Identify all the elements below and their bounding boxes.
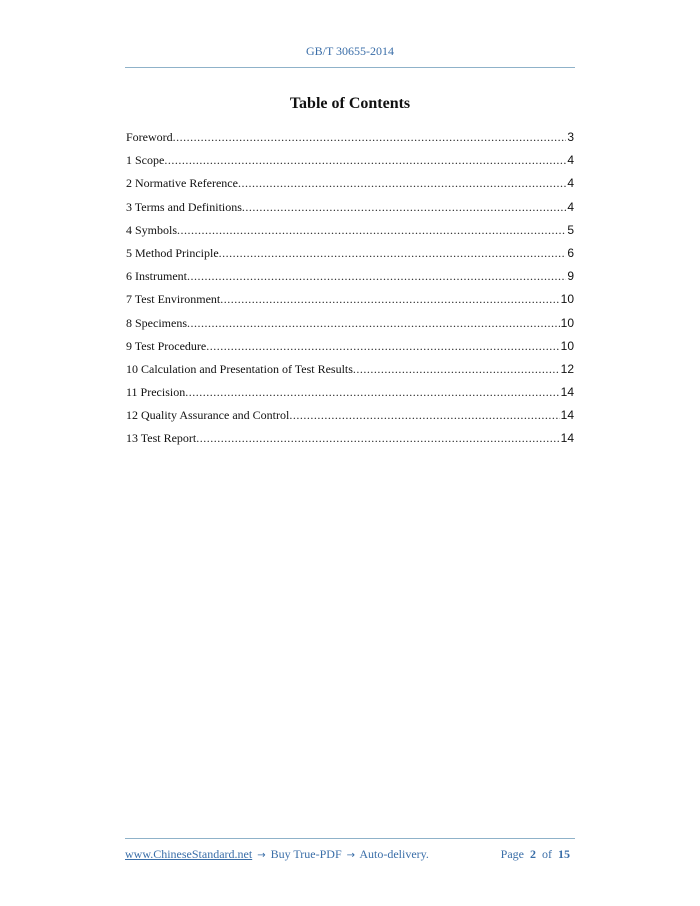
- toc-entry-label: 11 Precision: [126, 385, 186, 400]
- toc-list: [126, 126, 574, 451]
- footer-divider: [125, 838, 575, 839]
- toc-entry-page: 10: [560, 292, 574, 307]
- of-label: of: [542, 847, 552, 861]
- toc-entry-label: 8 Specimens: [126, 315, 187, 330]
- page-label: Page: [500, 847, 524, 861]
- toc-entry[interactable]: [126, 265, 574, 288]
- toc-dot-leader: [164, 149, 566, 172]
- toc-entry-label: Foreword: [126, 130, 173, 144]
- toc-entry[interactable]: [126, 427, 574, 450]
- toc-dot-leader: [289, 404, 559, 427]
- page-header-code: GB/T 30655-2014: [305, 44, 395, 58]
- toc-dot-leader: [196, 427, 559, 450]
- toc-entry[interactable]: [126, 172, 574, 195]
- toc-dot-leader: [173, 126, 567, 149]
- toc-entry-page: 3: [567, 130, 574, 144]
- toc-entry-label: 5 Method Principle: [126, 245, 219, 260]
- toc-entry-label: 13 Test Report: [126, 431, 197, 446]
- toc-dot-leader: [187, 265, 566, 288]
- toc-entry[interactable]: [126, 196, 574, 219]
- toc-title: Table of Contents: [289, 95, 411, 112]
- arrow-right-icon: →: [346, 850, 356, 861]
- toc-dot-leader: [219, 242, 567, 265]
- toc-dot-leader: [353, 358, 560, 381]
- buy-pdf-text: Buy True-PDF: [270, 847, 342, 861]
- toc-dot-leader: [220, 288, 559, 311]
- page-number: [501, 847, 570, 862]
- toc-entry-label: 4 Symbols: [126, 222, 178, 237]
- toc-entry[interactable]: [126, 219, 574, 242]
- toc-entry-page: 14: [560, 431, 574, 446]
- toc-entry-label: 10 Calculation and Presentation of Test Results: [126, 361, 353, 376]
- toc-dot-leader: [177, 219, 566, 242]
- toc-entry-page: 4: [567, 199, 574, 214]
- toc-entry[interactable]: [126, 358, 574, 381]
- toc-entry[interactable]: [126, 288, 574, 311]
- total-pages: 15: [558, 847, 570, 861]
- page-footer: [125, 847, 570, 863]
- toc-entry-page: 14: [560, 408, 574, 423]
- toc-entry-page: 10: [560, 338, 574, 353]
- toc-dot-leader: [238, 172, 566, 195]
- toc-dot-leader: [187, 312, 560, 335]
- arrow-right-icon: →: [257, 850, 266, 861]
- toc-entry-label: 3 Terms and Definitions: [126, 199, 242, 214]
- toc-entry[interactable]: [126, 335, 574, 358]
- toc-entry-page: 14: [560, 385, 574, 400]
- footer-promo: [125, 847, 429, 862]
- toc-entry[interactable]: [126, 242, 574, 265]
- toc-entry-page: 6: [567, 245, 574, 260]
- current-page: 2: [530, 847, 536, 861]
- toc-entry-page: 4: [567, 153, 574, 168]
- toc-dot-leader: [242, 196, 566, 219]
- website-link[interactable]: www.ChineseStandard.net: [125, 847, 253, 861]
- toc-entry-page: 5: [567, 222, 574, 237]
- toc-entry[interactable]: [126, 149, 574, 172]
- toc-dot-leader: [206, 335, 559, 358]
- toc-entry-label: 7 Test Environment: [126, 292, 221, 307]
- toc-entry-page: 10: [560, 315, 574, 330]
- auto-delivery-text: Auto-delivery.: [359, 847, 429, 861]
- toc-dot-leader: [185, 381, 559, 404]
- toc-entry-page: 12: [560, 361, 574, 376]
- toc-entry[interactable]: [126, 404, 574, 427]
- toc-entry[interactable]: [126, 381, 574, 404]
- toc-entry-page: 9: [567, 269, 574, 284]
- toc-entry-label: 9 Test Procedure: [126, 338, 207, 353]
- toc-entry-label: 6 Instrument: [126, 269, 187, 284]
- toc-entry-label: 1 Scope: [126, 153, 165, 168]
- toc-entry[interactable]: [126, 312, 574, 335]
- toc-entry[interactable]: [126, 126, 574, 149]
- toc-entry-label: 12 Quality Assurance and Control: [126, 408, 290, 423]
- toc-entry-label: 2 Normative Reference: [126, 176, 238, 191]
- header-divider: [125, 67, 575, 68]
- toc-entry-page: 4: [567, 176, 574, 191]
